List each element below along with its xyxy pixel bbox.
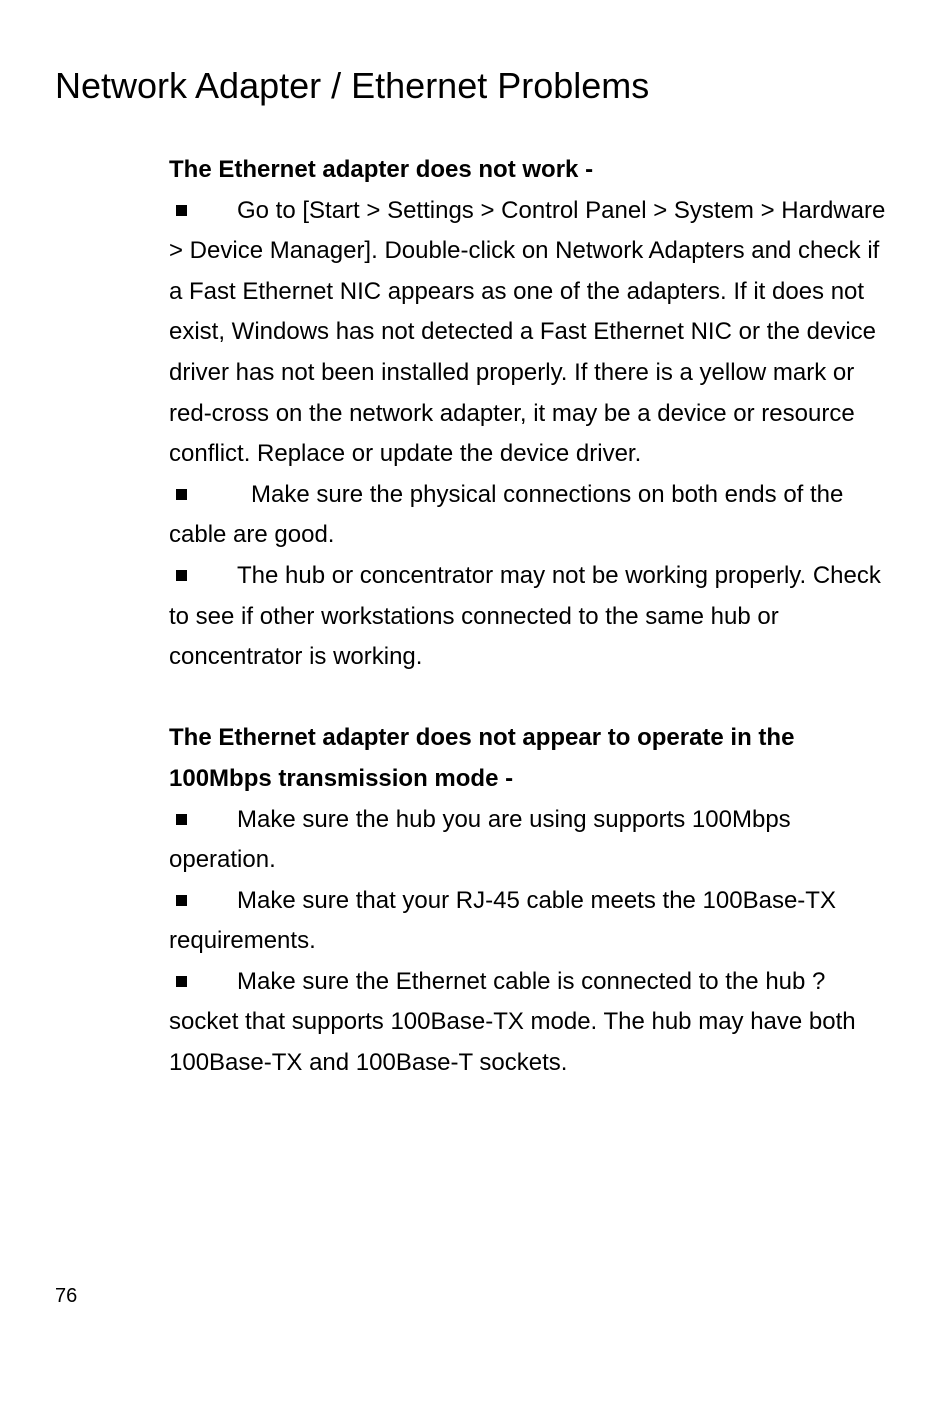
section-heading: The Ethernet adapter does not work -: [169, 156, 594, 183]
bullet-text: Make sure the hub you are using supports 100Mbps operation.: [169, 805, 791, 874]
bullet-item: [169, 800, 889, 881]
bullet-text: Make sure that your RJ-45 cable meets the 100Base-TX requirements.: [169, 886, 836, 955]
square-bullet-icon: [176, 895, 187, 906]
page-title: Network Adapter / Ethernet Problems: [55, 65, 650, 106]
bullet-item: [169, 556, 889, 678]
square-bullet-icon: [176, 489, 187, 500]
square-bullet-icon: [176, 570, 187, 581]
square-bullet-icon: [176, 205, 187, 216]
section-heading: The Ethernet adapter does not appear to operate in the 100Mbps transmission mode -: [169, 724, 795, 792]
bullet-text: Go to [Start > Settings > Control Panel > System > Hardware > Device Manager]. Double-click on Network Adapters and check if a Fast Ethernet NIC appears as one of the adapters. If it does not exist, Windows has not detected a Fast Ethernet NIC or the device driver has not been installed properly. If there is a yellow mark or red-cross on the network adapter, it may be a device or resource conflict. Replace or update the device driver.: [169, 196, 886, 468]
bullet-item: [169, 962, 889, 1084]
square-bullet-icon: [176, 814, 187, 825]
page-number: 76: [55, 1285, 78, 1307]
section-spacer: [169, 678, 889, 719]
bullet-text: Make sure the Ethernet cable is connected to the hub ? socket that supports 100Base-TX mode. The hub may have both 100Base-TX and 100Base-T sockets.: [169, 967, 856, 1077]
bullet-text: Make sure the physical connections on both ends of the cable are good.: [169, 480, 844, 549]
bullet-item: [169, 881, 889, 962]
bullet-item: [169, 191, 889, 475]
page-content: [169, 150, 889, 1084]
square-bullet-icon: [176, 976, 187, 987]
bullet-text: The hub or concentrator may not be working properly. Check to see if other workstations connected to the same hub or concentrator is working.: [169, 561, 881, 671]
bullet-item: [169, 475, 889, 556]
